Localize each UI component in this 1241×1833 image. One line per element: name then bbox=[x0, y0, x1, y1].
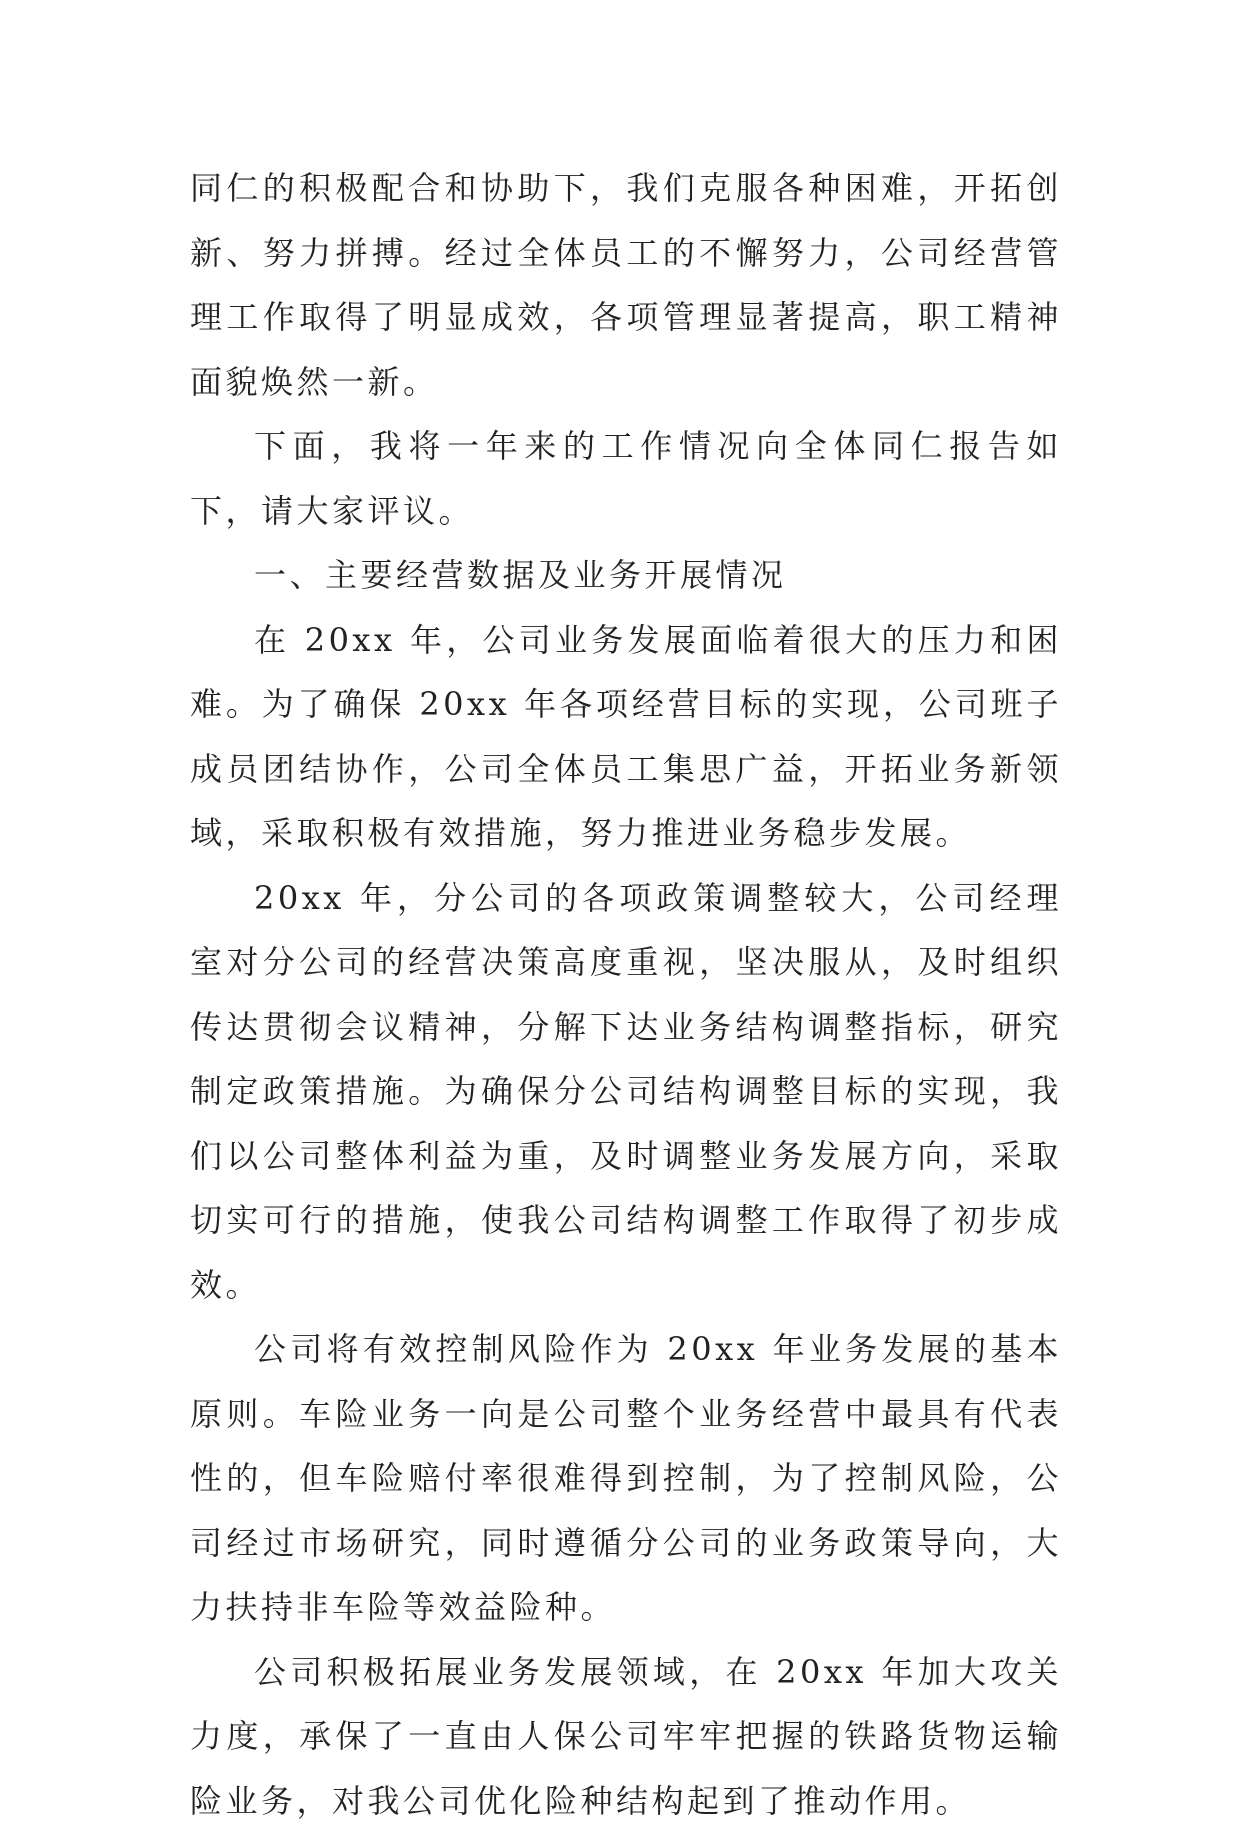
section-heading: 一、主要经营数据及业务开展情况 bbox=[190, 543, 1062, 608]
paragraph-6: 公司积极拓展业务发展领域，在 20xx 年加大攻关力度，承保了一直由人保公司牢牢把握的铁路货物运输险业务，对我公司优化险种结构起到了推动作用。 bbox=[190, 1640, 1062, 1833]
paragraph-4: 20xx 年，分公司的各项政策调整较大，公司经理室对分公司的经营决策高度重视，坚决服从，及时组织传达贯彻会议精神，分解下达业务结构调整指标，研究制定政策措施。为确保分公司结构调整目标的实现，我们以公司整体利益为重，及时调整业务发展方向，采取切实可行的措施，使我公司结构调整工作取得了初步成效。 bbox=[190, 866, 1062, 1318]
paragraph-3: 在 20xx 年，公司业务发展面临着很大的压力和困难。为了确保 20xx 年各项经营目标的实现，公司班子成员团结协作，公司全体员工集思广益，开拓业务新领域，采取积极有效措施，努力推进业务稳步发展。 bbox=[190, 608, 1062, 866]
paragraph-5: 公司将有效控制风险作为 20xx 年业务发展的基本原则。车险业务一向是公司整个业务经营中最具有代表性的，但车险赔付率很难得到控制，为了控制风险，公司经过市场研究，同时遵循分公司的业务政策导向，大力扶持非车险等效益险种。 bbox=[190, 1317, 1062, 1640]
document-body bbox=[190, 156, 1062, 1833]
paragraph-1: 同仁的积极配合和协助下，我们克服各种困难，开拓创新、努力拼搏。经过全体员工的不懈努力，公司经营管理工作取得了明显成效，各项管理显著提高，职工精神面貌焕然一新。 bbox=[190, 156, 1062, 414]
paragraph-2: 下面，我将一年来的工作情况向全体同仁报告如下，请大家评议。 bbox=[190, 414, 1062, 543]
